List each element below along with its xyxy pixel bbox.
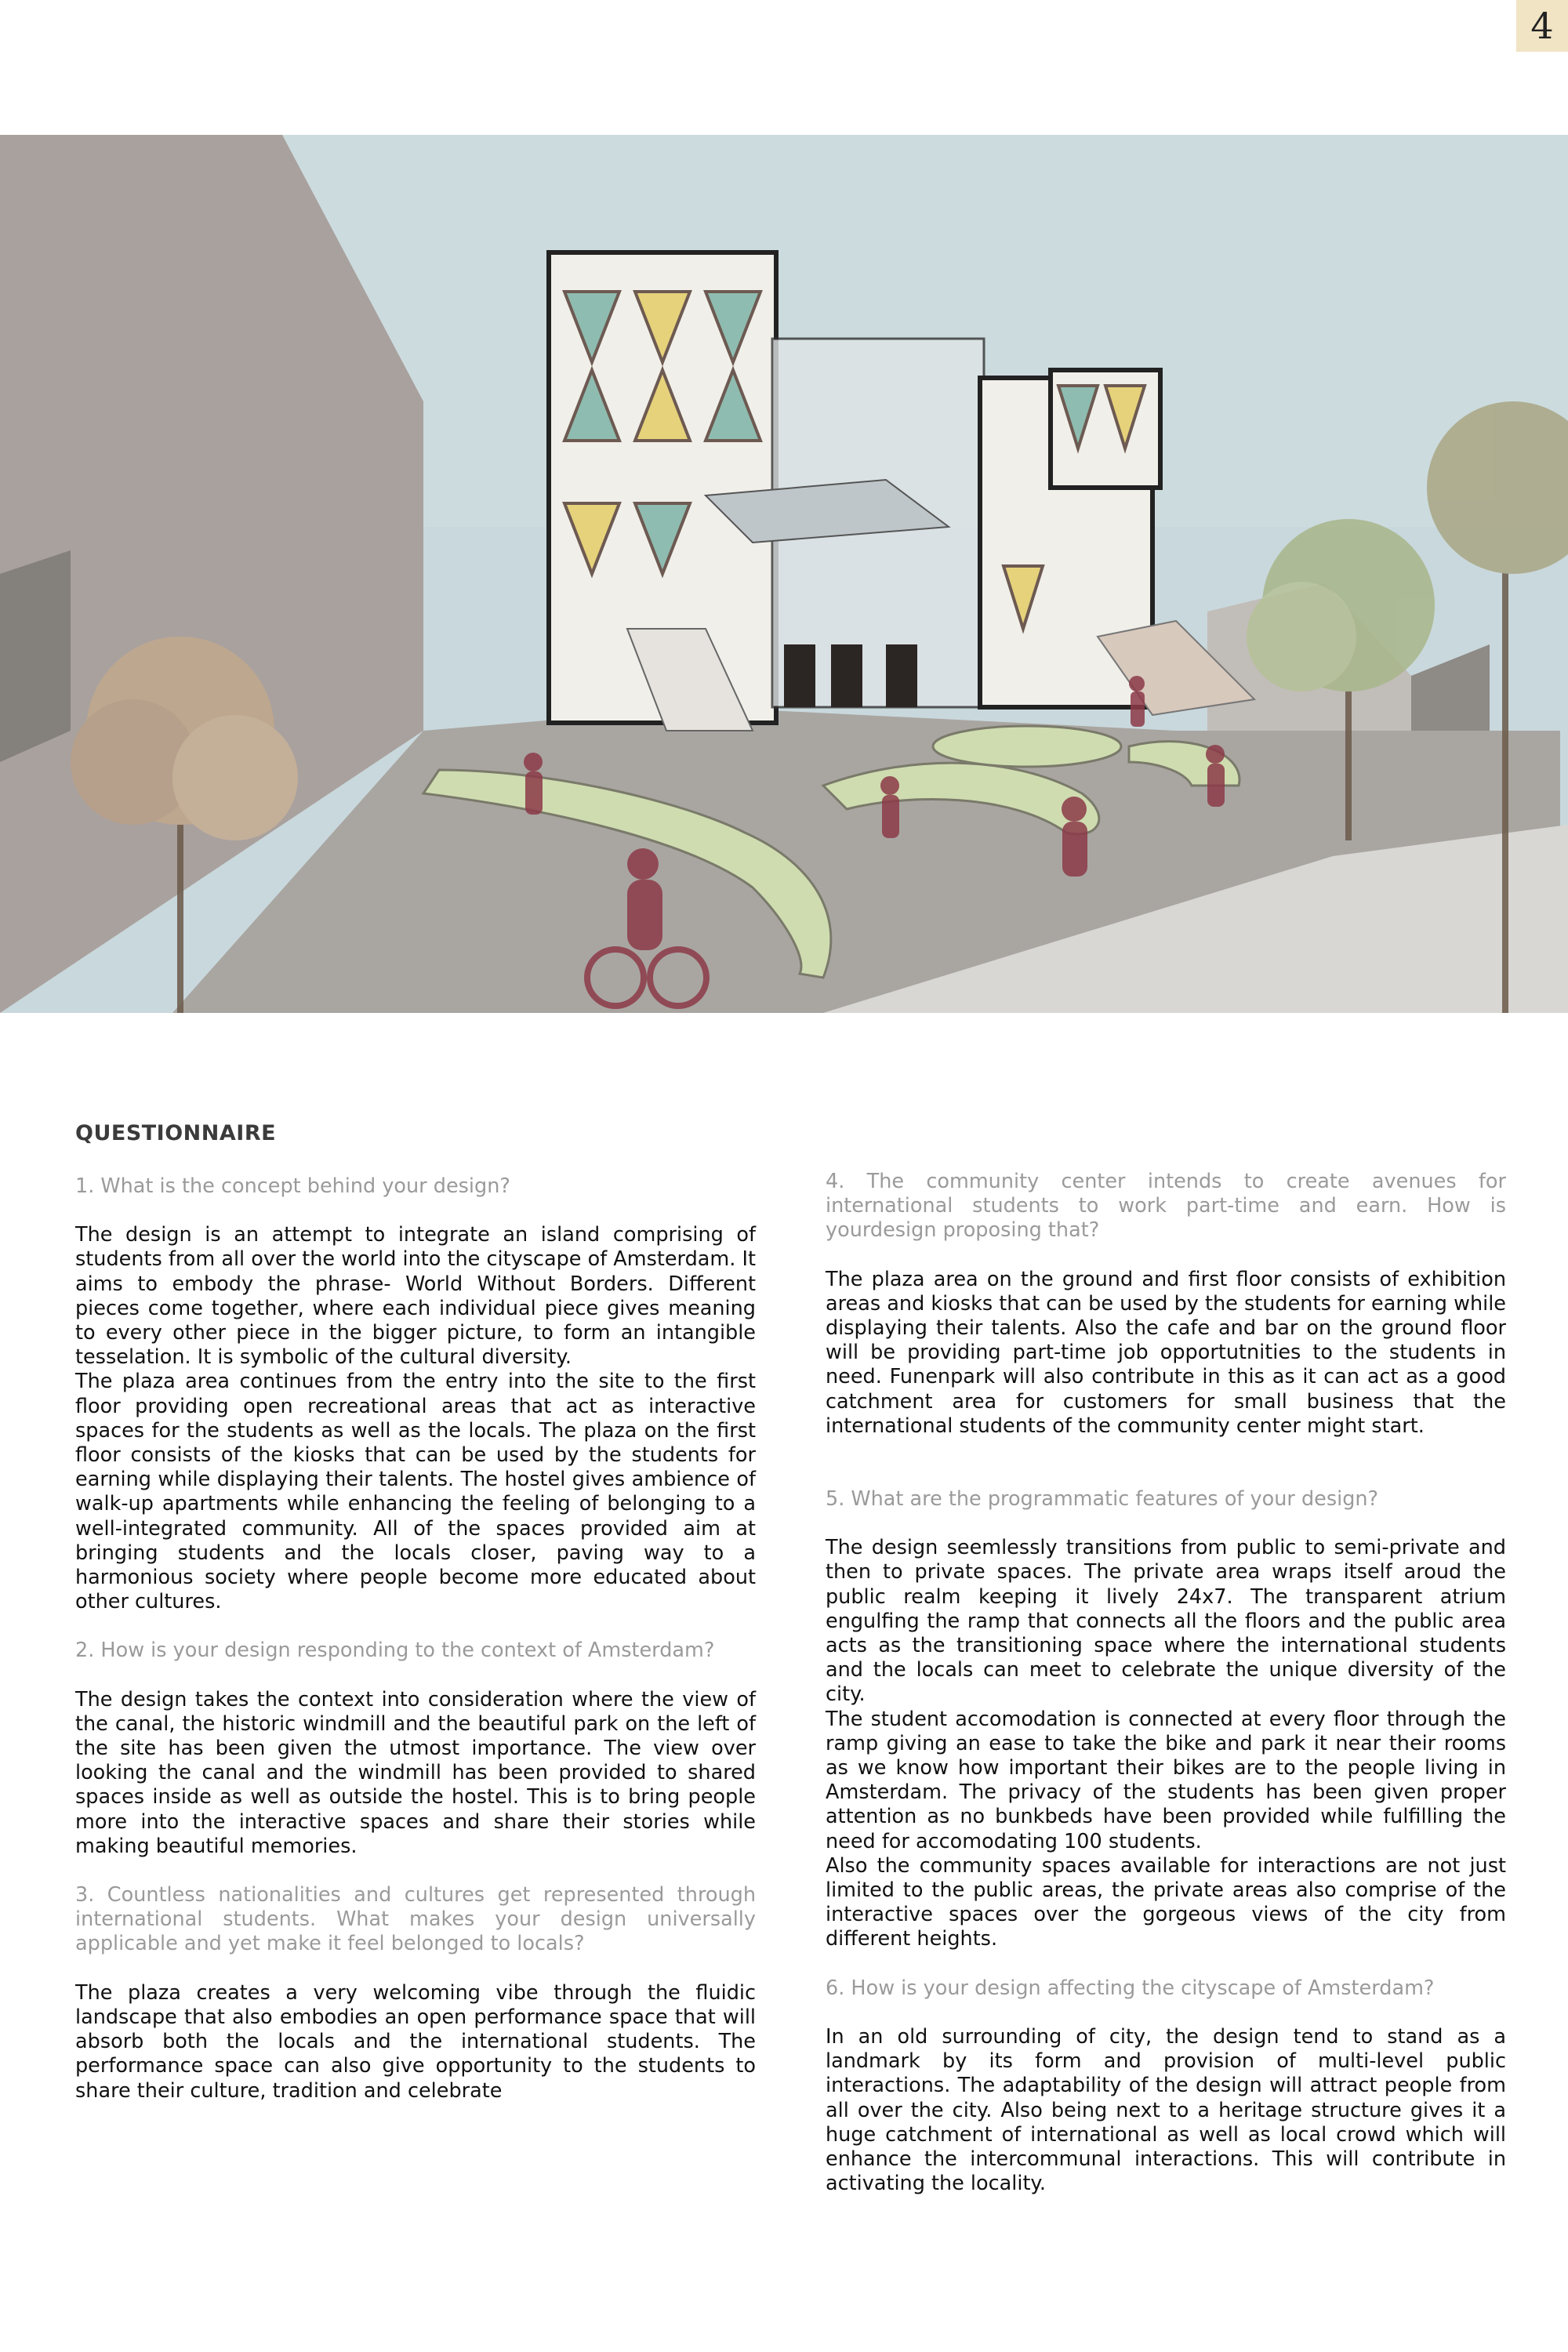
question-2: 2. How is your design responding to the context of Amsterdam? [75, 1639, 715, 1663]
question-6: 6. How is your design affecting the cityscape of Amsterdam? [826, 1976, 1435, 2000]
answer-1-paragraph-2: The plaza area continues from the entry into the site to the first floor providing open recreational areas that act as interactive spaces for the students as well as the locals. The plaza on the first floor consists of the kiosks that can be used by the students for earning while displaying their talents. The hostel gives ambience of walk-up apartments while enhancing the feeling of belonging to a well-integrated community. All of the spaces provided aim at bringing students and the locals closer, paving way to a harmonious society where people become more educated about other cultures. [75, 1370, 756, 1614]
left-column [75, 1174, 756, 2103]
answer-1-paragraph-1: The design is an attempt to integrate an island comprising of students from all over the world into the cityscape of Amsterdam. It aims to embody the phrase- World Without Borders. Different pieces come together, where each individual piece gives meaning to every other piece in the bigger picture, to form an intangible tesselation. It is symbolic of the cultural diversity. [75, 1223, 756, 1370]
question-1: 1. What is the concept behind your design? [75, 1174, 510, 1198]
answer-3: The plaza creates a very welcoming vibe through the fluidic landscape that also embodies an open performance space that will absorb both the locals and the international students. The performance space can also give opportunity to the students to share their culture, tradition and celebrate [75, 1980, 756, 2103]
answer-2: The design takes the context into consideration where the view of the canal, the historic windmill and the beautiful park on the left of the site has been given the utmost importance. The view over looking the canal and the windmill has been provided to shared spaces inside as well as outside the hostel. This is to bring people more into the interactive spaces and share their stories while making beautiful memories. [75, 1687, 756, 1858]
question-3: 3. Countless nationalities and cultures get represented through international students. What makes your design universally applicable and yet make it feel belonged to locals? [75, 1883, 756, 1956]
question-4: 4. The community center intends to create avenues for international students to work part-time and earn. How is yourdesign proposing that? [826, 1170, 1506, 1243]
question-5: 5. What are the programmatic features of your design? [826, 1487, 1379, 1512]
page-number: 4 [1516, 0, 1568, 52]
answer-5-paragraph-3: Also the community spaces available for interactions are not just limited to the public areas, the private areas also comprise of the interactive spaces over the gorgeous views of the city from different heights. [826, 1853, 1506, 1951]
answer-5-paragraph-2: The student accomodation is connected at every floor through the ramp giving an ease to take the bike and park it near their rooms as we know how important their bikes are to the people living in Amsterdam. The privacy of the students has been given proper attention as no bunkbeds have been provided while fulfilling the need for accomodating 100 students. [826, 1707, 1506, 1853]
answer-6: In an old surrounding of city, the design tend to stand as a landmark by its form and provision of multi-level public interactions. The adaptability of the design will attract people from all over the city. Also being next to a heritage structure gives it a huge catchment of international as well as local crowd which will enhance the intercommunal interactions. This will contribute in activating the locality. [826, 2024, 1506, 2196]
architectural-rendering [0, 135, 1568, 1013]
right-column [826, 1170, 1506, 2196]
answer-4: The plaza area on the ground and first floor consists of exhibition areas and kiosks that can be used by the students for earning while displaying their talents. Also the cafe and bar on the ground floor will be providing part-time job opportutnities to the students in need. Funenpark will also contribute in this as it can act as a good catchment area for customers for small business that the international students of the community center might start. [826, 1267, 1506, 1438]
answer-5-paragraph-1: The design seemlessly transitions from public to semi-private and then to private spaces. The private area wraps itself aroud the public realm keeping it lively 24x7. The transparent atrium engulfing the ramp that connects all the floors and the public area acts as the transitioning space where the international students and the locals can meet to celebrate the unique diversity of the city. [826, 1536, 1506, 1707]
page-heading: QUESTIONNAIRE [75, 1121, 277, 1145]
